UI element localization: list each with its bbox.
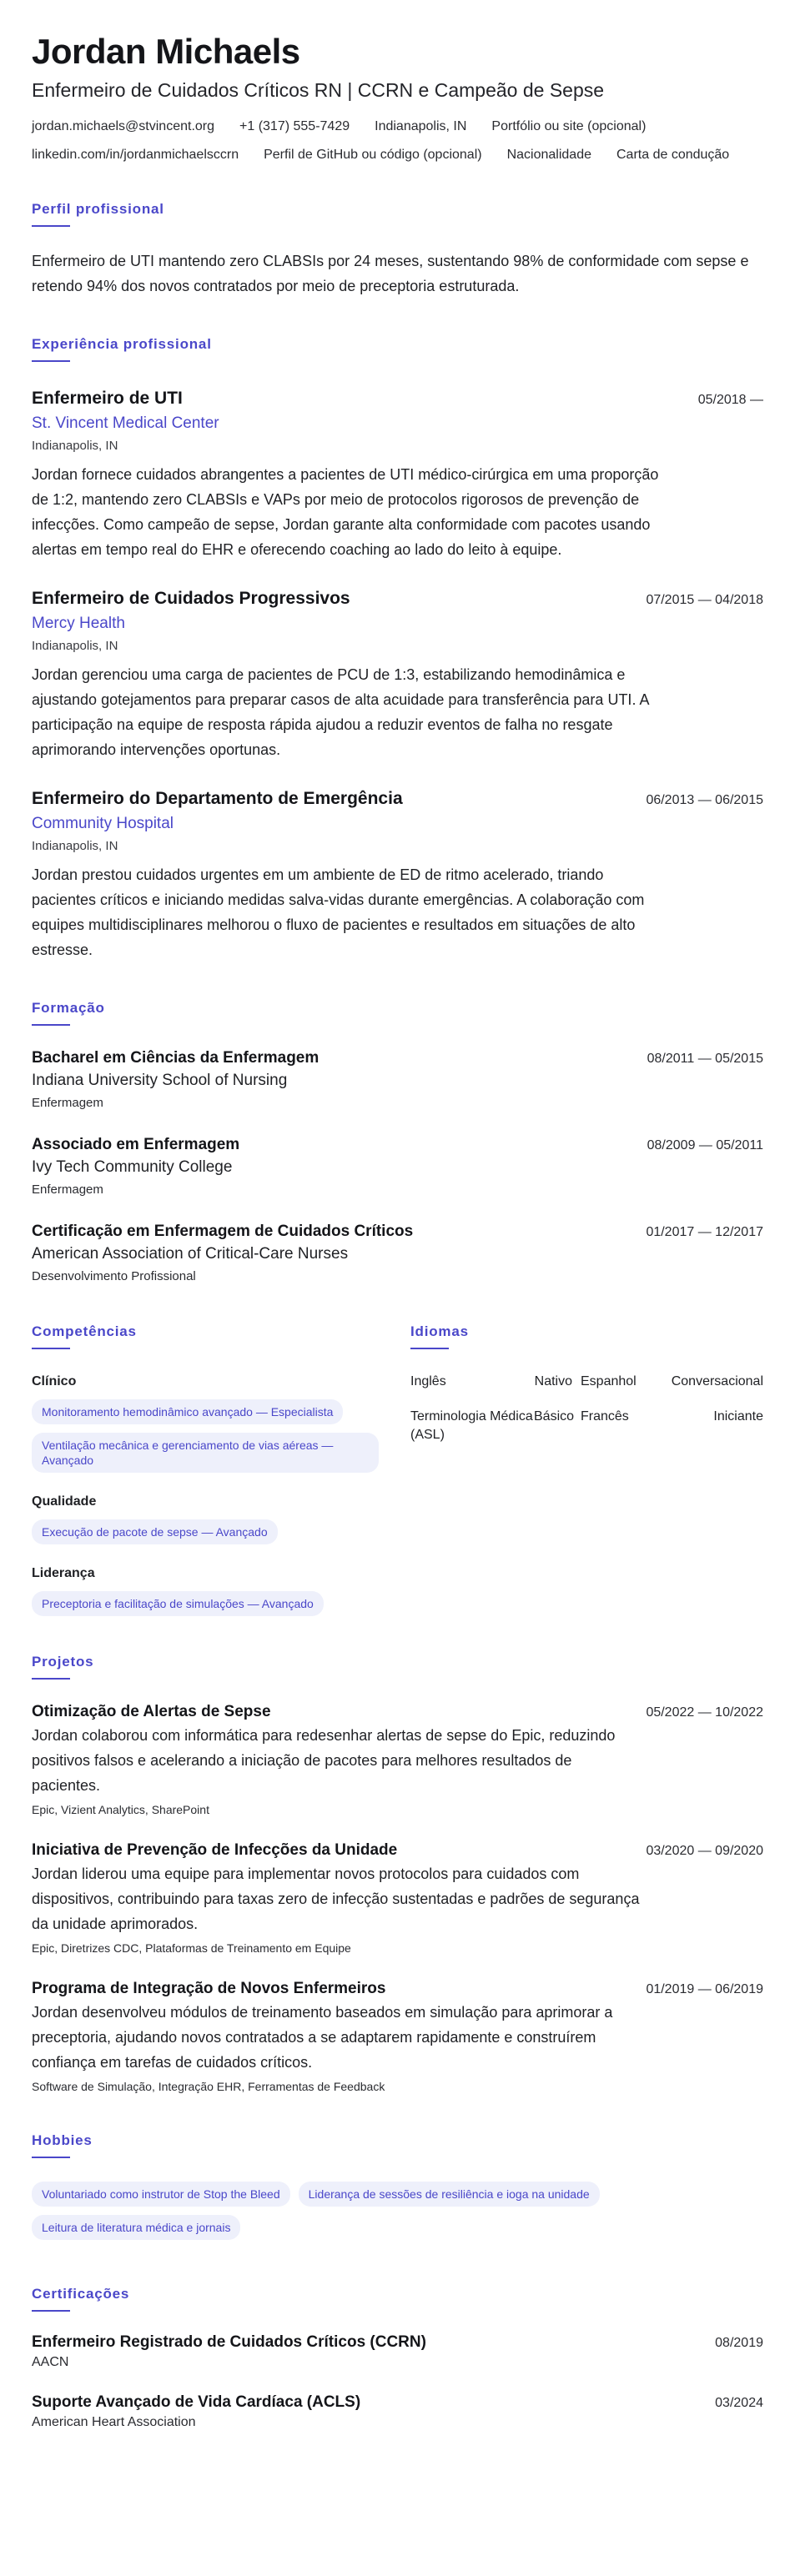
certification-name: Enfermeiro Registrado de Cuidados Críticos (CCRN) [32,2333,426,2351]
project-dates: 05/2022 — 10/2022 [646,1705,763,1720]
language-name: Francês [581,1409,629,1424]
job-dates: 07/2015 — 04/2018 [646,593,763,607]
experience-section [32,335,763,962]
contact-github: Perfil de GitHub ou código (opcional) [264,148,482,162]
contact-email: jordan.michaels@stvincent.org [32,119,215,133]
skill-tag: Monitoramento hemodinâmico avançado — Especialista [32,1399,343,1424]
section-divider [410,1348,449,1349]
job-location: Indianapolis, IN [32,839,118,853]
skills-section [32,1323,410,1616]
job-entry [32,387,763,562]
education-entry [32,1134,763,1199]
education-dates: 08/2011 — 05/2015 [647,1052,763,1066]
language-level: Básico [534,1409,575,1424]
project-tech: Epic, Diretrizes CDC, Plataformas de Treinamento em Equipe [32,1941,351,1955]
section-title: Projetos [32,1654,94,1670]
language-name: Espanhol [581,1374,637,1388]
section-divider [32,1678,70,1680]
language-name: Terminologia Médica (ASL) [410,1409,533,1442]
section-divider [32,1024,70,1026]
language-level: Nativo [534,1374,572,1388]
project-title: Otimização de Alertas de Sepse [32,1703,271,1720]
education-institution: Indiana University School of Nursing [32,1072,288,1089]
education-field: Enfermagem [32,1183,103,1197]
skill-tag: Preceptoria e facilitação de simulações — Avançado [32,1591,324,1616]
project-entry [32,1701,763,1818]
certification-entry [32,2332,763,2372]
job-dates: 06/2013 — 06/2015 [646,793,763,807]
contact-nationality: Nacionalidade [506,148,591,162]
job-description: Jordan gerenciou uma carga de pacientes de PCU de 1:3, estabilizando hemodinâmica e ajustando gotejamentos para preparar casos de alta acuidade para transferência para UTI. A participação na equipe de resposta rápida ajudou a reduzir eventos de falha no resgate aprimorando intervenções oportunas. [32,666,649,758]
education-field: Desenvolvimento Profissional [32,1269,196,1283]
job-company: Mercy Health [32,615,125,632]
job-company: St. Vincent Medical Center [32,414,219,432]
job-description: Jordan fornece cuidados abrangentes a pacientes de UTI médico-cirúrgica em uma proporção de 1:2, mantendo zero CLABSIs e VAPs por meio de protocolos rigorosos de prevenção de infecções. Como campeão de sepse, Jordan garante alta conformidade com pacotes usando alertas em tempo real do EHR e oferecendo coaching ao lado do leito à equipe. [32,466,659,558]
language-name: Inglês [410,1374,446,1388]
job-entry [32,587,763,762]
contact-location: Indianapolis, IN [375,119,467,133]
contact-driving-license: Carta de condução [616,148,730,162]
section-divider [32,225,70,227]
hobby-tag: Voluntariado como instrutor de Stop the Bleed [32,2182,290,2207]
job-title: Enfermeiro do Departamento de Emergência [32,789,403,808]
education-entry [32,1047,763,1112]
project-description: Jordan liderou uma equipe para implementar novos protocolos para cuidados com dispositivos, contribuindo para taxas zero de infecção sustentadas e padrões de segurança da unidade aprimorados. [32,1865,640,1932]
profile-summary: Enfermeiro de UTI mantendo zero CLABSIs por 24 meses, sustentando 98% de conformidade com sepse e retendo 94% dos novos contratados por meio de preceptoria estruturada. [32,253,749,294]
skill-category: Clínico [32,1374,77,1388]
section-title: Idiomas [410,1323,469,1339]
job-dates: 05/2018 — [697,393,763,407]
hobby-tag: Leitura de literatura médica e jornais [32,2215,240,2240]
project-entry [32,1840,763,1956]
project-dates: 03/2020 — 09/2020 [646,1844,763,1858]
project-title: Programa de Integração de Novos Enfermeiros [32,1980,386,1997]
project-dates: 01/2019 — 06/2019 [646,1982,763,1996]
section-title: Experiência profissional [32,336,212,352]
section-divider [32,2157,70,2158]
education-dates: 01/2017 — 12/2017 [646,1225,763,1239]
languages-grid [410,1373,763,1444]
education-field: Enfermagem [32,1096,103,1110]
project-description: Jordan colaborou com informática para redesenhar alertas de sepse do Epic, reduzindo positivos falsos e acelerando a iniciação de pacotes para melhores resultados de pacientes. [32,1727,616,1794]
job-company: Community Hospital [32,815,174,832]
job-entry [32,787,763,962]
project-title: Iniciativa de Prevenção de Infecções da Unidade [32,1841,398,1859]
section-divider [32,1348,70,1349]
certification-name: Suporte Avançado de Vida Cardíaca (ACLS) [32,2393,361,2411]
section-title: Perfil profissional [32,201,164,217]
job-title: Enfermeiro de Cuidados Progressivos [32,589,350,608]
section-title: Hobbies [32,2132,93,2148]
education-section [32,999,763,1286]
project-tech: Software de Simulação, Integração EHR, Ferramentas de Feedback [32,2080,385,2093]
skills-languages-row [32,1323,763,1616]
education-dates: 08/2009 — 05/2011 [647,1138,763,1152]
education-institution: American Association of Critical-Care Nurses [32,1245,349,1263]
candidate-name: Jordan Michaels [32,32,300,71]
education-degree: Certificação em Enfermagem de Cuidados Críticos [32,1223,414,1240]
section-title: Formação [32,1000,105,1016]
projects-section [32,1653,763,2095]
skill-tag: Execução de pacote de sepse — Avançado [32,1519,278,1544]
job-description: Jordan prestou cuidados urgentes em um ambiente de ED de ritmo acelerado, triando pacientes críticos e iniciando medidas salva-vidas durante emergências. A colaboração com equipes multidisciplinares melhorou o fluxo de pacientes e resultados em situações de alto estresse. [32,866,645,958]
section-divider [32,2310,70,2312]
skill-category: Liderança [32,1566,95,1580]
languages-section [410,1323,763,1616]
section-title: Competências [32,1323,137,1339]
education-degree: Associado em Enfermagem [32,1136,240,1153]
project-entry [32,1978,763,2095]
certification-date: 03/2024 [715,2396,763,2410]
job-title: Enfermeiro de UTI [32,389,183,408]
certification-issuer: AACN [32,2355,69,2369]
contact-phone: +1 (317) 555-7429 [239,119,350,133]
section-title: Certificações [32,2286,130,2302]
certifications-section [32,2285,763,2432]
project-description: Jordan desenvolveu módulos de treinamento baseados em simulação para aprimorar a preceptoria, ajudando novos contratados a se adaptarem rapidamente e construírem confiança em tarefas de cuidados críticos. [32,2004,613,2071]
certification-entry [32,2392,763,2432]
hobbies-section [32,2132,763,2248]
hobby-list [32,2182,763,2248]
education-institution: Ivy Tech Community College [32,1158,233,1176]
job-location: Indianapolis, IN [32,639,118,653]
project-tech: Epic, Vizient Analytics, SharePoint [32,1803,209,1816]
education-entry [32,1221,763,1286]
contact-portfolio: Portfólio ou site (opcional) [491,119,647,133]
profile-section [32,200,763,299]
skill-category: Qualidade [32,1494,97,1509]
skill-tag: Ventilação mecânica e gerenciamento de vias aéreas — Avançado [32,1433,379,1473]
certification-issuer: American Heart Association [32,2415,196,2429]
certification-date: 08/2019 [715,2336,763,2350]
job-location: Indianapolis, IN [32,439,118,453]
hobby-tag: Liderança de sessões de resiliência e ioga na unidade [299,2182,600,2207]
candidate-headline: Enfermeiro de Cuidados Críticos RN | CCRN e Campeão de Sepse [32,79,605,101]
language-level: Conversacional [671,1374,763,1388]
language-level: Iniciante [713,1409,763,1424]
section-divider [32,360,70,362]
contact-linkedin: linkedin.com/in/jordanmichaelsccrn [32,148,239,162]
education-degree: Bacharel em Ciências da Enfermagem [32,1049,320,1067]
contact-list [32,118,763,163]
